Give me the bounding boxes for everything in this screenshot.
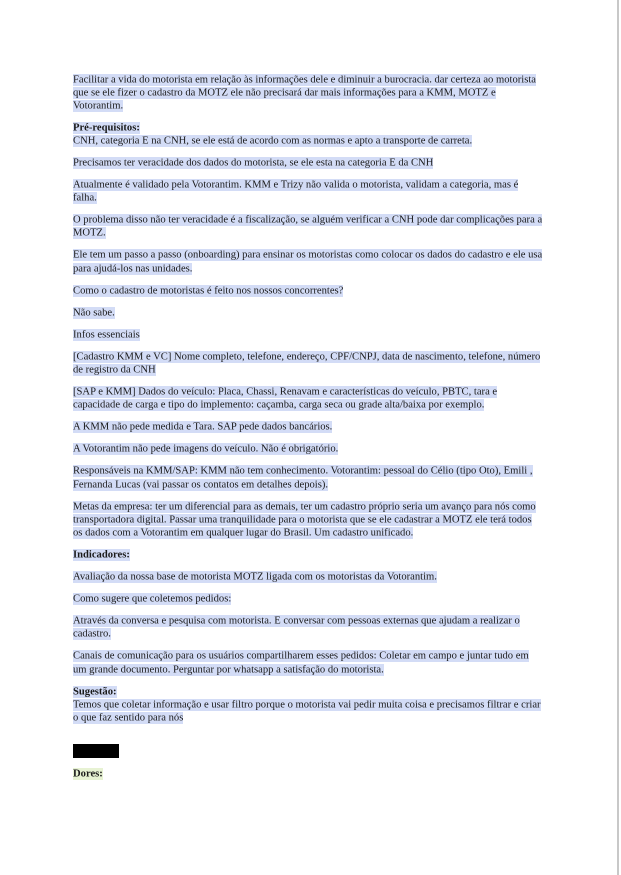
paragraph: [Cadastro KMM e VC] Nome completo, telefone, endereço, CPF/CNPJ, data de nascimento, telefone, número de registro da CNH (73, 351, 541, 376)
paragraph-indicadores (73, 548, 543, 561)
paragraph: Como sugere que coletemos pedidos: (73, 593, 232, 605)
heading-sugestao: Sugestão: (73, 686, 117, 698)
redaction-block (73, 744, 119, 758)
heading-prerequisitos: Pré-requisitos: (73, 122, 140, 134)
paragraph-prerequisitos: Pré-requisitos: CNH, categoria E na CNH, se ele está de acordo com as normas e apto a transporte de carreta. (73, 122, 473, 147)
paragraph: Canais de comunicação para os usuários compartilharem esses pedidos: Coletar em campo e juntar tudo em um grande documento. Perguntar por whatsapp a satisfação do motorista. (73, 650, 529, 675)
paragraph: Avaliação da nossa base de motorista MOTZ ligada com os motoristas da Votorantim. (73, 571, 437, 583)
paragraph: Atualmente é validado pela Votorantim. KMM e Trizy não valida o motorista, validam a categoria, mas é falha. (73, 179, 519, 204)
paragraph: O problema disso não ter veracidade é a fiscalização, se alguém verificar a CNH pode dar complicações para a MOTZ. (73, 214, 543, 239)
paragraph-sugestao: Sugestão: Temos que coletar informação e usar filtro porque o motorista vai pedir muita coisa e precisamos filtrar e criar o que faz sentido para nós (73, 686, 541, 724)
document-body (73, 73, 543, 724)
paragraph: Através da conversa e pesquisa com motorista. E conversar com pessoas externas que ajudam a realizar o cadastro. (73, 615, 520, 640)
paragraph-question: Como o cadastro de motoristas é feito nos nossos concorrentes? (73, 285, 344, 297)
paragraph: Responsáveis na KMM/SAP: KMM não tem conhecimento. Votorantim: pessoal do Célio (tipo Oto), Emili , Fernanda Lucas (vai passar os contatos em detalhes depois). (73, 465, 533, 491)
paragraph: A KMM não pede medida e Tara. SAP pede dados bancários. (73, 421, 333, 433)
paragraph-intro: Facilitar a vida do motorista em relação às informações dele e diminuir a burocracia. dar certeza ao motorista que se ele fizer o cadastro da MOTZ ele não precisará dar mais informações para a KMM, MOTZ e Votorantim. (73, 74, 536, 112)
paragraph: [SAP e KMM] Dados do veículo: Placa, Chassi, Renavam e características do veículo, PBTC, tara e capacidade de carga e tipo do implemento: caçamba, carga seca ou grade alta/baixa por exemplo. (73, 386, 498, 411)
paragraph-dores (73, 767, 103, 780)
paragraph: A Votorantim não pede imagens do veículo. Não é obrigatório. (73, 443, 339, 455)
paragraph: Ele tem um passo a passo (onboarding) para ensinar os motoristas como colocar os dados do cadastro e ele usa para ajudá-los nas unidades. (73, 249, 543, 275)
paragraph-metas: Metas da empresa: ter um diferencial para as demais, ter um cadastro próprio seria um avanço para nós como transportadora digital. Passar uma tranquilidade para o motorista que se ele cadastrar a MOTZ ele terá todos os dados com a Votorantim em qualquer lugar do Brasil. Um cadastro unificado. (73, 501, 536, 539)
paragraph-infos-essenciais: Infos essenciais (73, 329, 140, 341)
paragraph-answer: Não sabe. (73, 307, 115, 319)
heading-indicadores: Indicadores: (73, 549, 130, 561)
paragraph: Precisamos ter veracidade dos dados do motorista, se ele esta na categoria E da CNH (73, 157, 434, 169)
heading-dores: Dores: (73, 768, 103, 779)
